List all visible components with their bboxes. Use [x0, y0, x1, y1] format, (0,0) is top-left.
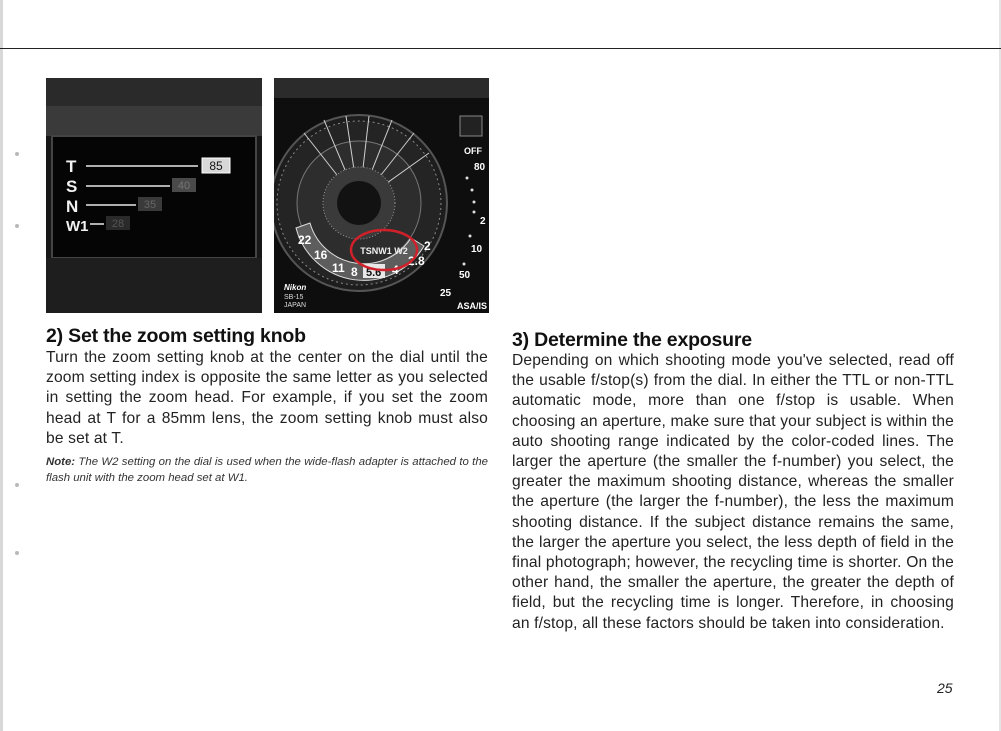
zoom-value: 35 — [143, 199, 157, 211]
zoom-letter: T — [66, 157, 77, 176]
zoom-letter: W1 — [66, 218, 89, 235]
scale-label: 25 — [440, 288, 452, 299]
zoom-index-letters: TSNW1 W2 — [360, 246, 408, 256]
exposure-dial-photo — [274, 78, 489, 313]
zoom-panel-photo — [46, 78, 262, 313]
aperture-number: 16 — [314, 248, 328, 262]
zoom-panel-illustration — [46, 78, 262, 313]
margin-dot — [15, 483, 19, 487]
exposure-dial-illustration — [274, 78, 489, 313]
aperture-number: 22 — [298, 233, 312, 247]
zoom-section-note — [46, 455, 488, 486]
margin-dot — [15, 224, 19, 228]
zoom-letter: S — [66, 177, 78, 196]
page-number: 25 — [937, 680, 953, 696]
scale-label: 80 — [474, 162, 486, 173]
zoom-value: 40 — [177, 180, 191, 192]
exposure-section-body: Depending on which shooting mode you've selected, read off the usable f/stop(s) from the dial. In either the TTL or non-TTL automatic mode, more than one f/stop is usable. When choosing an aperture, make sure that your subject is within the auto shooting range indicated by the color-coded lines. The larger the aperture (the smaller the f-number) you select, the greater the maximum shooting distance, whereas the smaller the aperture (the larger the f-number), the less the maximum shooting distance. If the subject distance remains the same, the larger the aperture you select, the less depth of field in the final photograph; however, the recycling time is shorter. On the other hand, the smaller the aperture, the greater the depth of field, but the recycling time is longer. Therefore, in choosing an f/stop, all these factors should be taken into consideration. — [512, 352, 954, 632]
margin-dot — [15, 551, 19, 555]
brand-label: Nikon — [284, 283, 307, 292]
exposure-section-heading: 3) Determine the exposure — [512, 329, 752, 351]
scale-label: 50 — [459, 270, 471, 281]
asa-label: ASA/IS — [457, 301, 488, 311]
aperture-number: 2.8 — [408, 254, 425, 268]
scale-label: 10 — [471, 244, 483, 255]
model-label: SB-15 — [284, 294, 304, 301]
margin-dot — [15, 152, 19, 156]
note-text: The W2 setting on the dial is used when the wide-flash adapter is attached to the flash unit with the zoom head set at W1. — [46, 456, 488, 484]
zoom-letter: N — [66, 197, 79, 216]
zoom-section-body: Turn the zoom setting knob at the center on the dial until the zoom setting index is opposite the same letter as you selected in setting the zoom head. For example, if you set the zoom head at T for a 85mm lens, the zoom setting knob must also be set at T. — [46, 349, 488, 447]
zoom-value: 85 — [209, 159, 223, 173]
origin-label: JAPAN — [284, 302, 307, 309]
aperture-number: 11 — [332, 261, 345, 275]
scale-label: OFF — [464, 146, 482, 156]
aperture-number: 4 — [392, 263, 399, 277]
aperture-number: 2 — [424, 239, 431, 253]
aperture-number: 5.6 — [366, 267, 382, 279]
zoom-value: 28 — [111, 218, 125, 230]
note-label: Note: — [46, 456, 76, 468]
aperture-number: 8 — [351, 265, 358, 279]
zoom-section-heading: 2) Set the zoom setting knob — [46, 325, 306, 347]
scale-label: 2 — [480, 216, 486, 227]
top-rule — [0, 48, 1001, 49]
page-left-edge — [0, 0, 3, 731]
